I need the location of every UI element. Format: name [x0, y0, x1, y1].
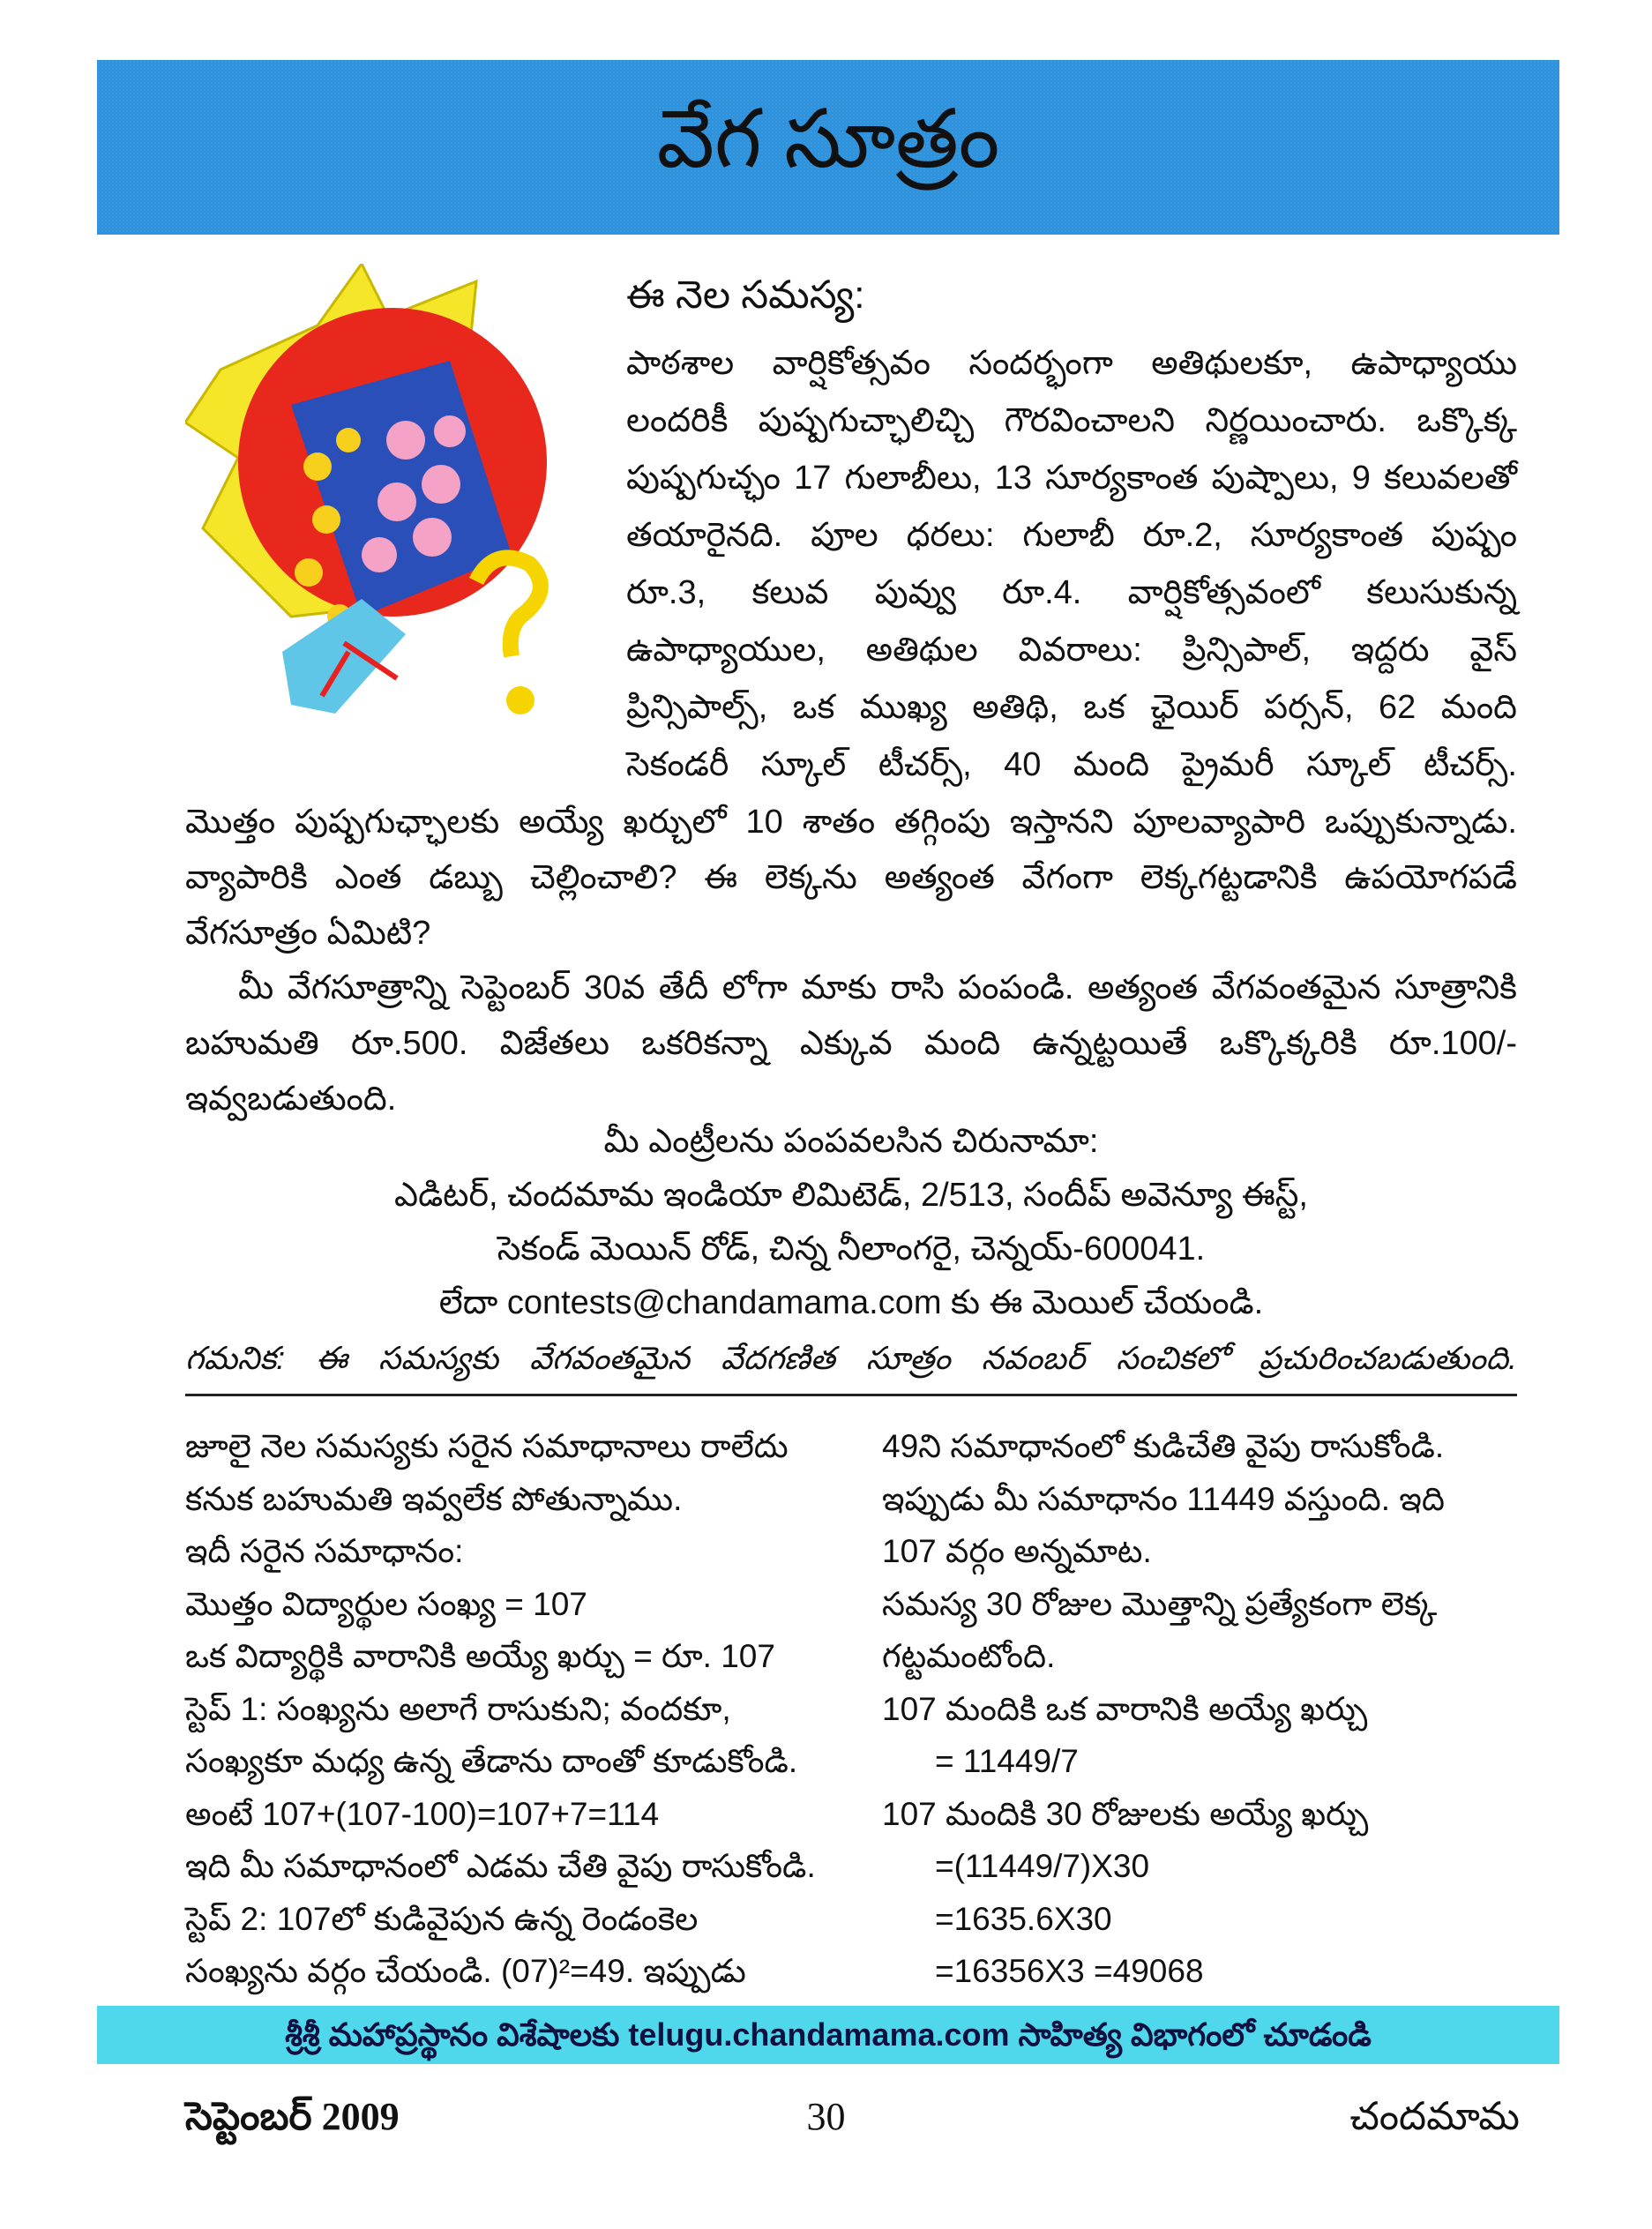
solution-right-column: [882, 1420, 1535, 1998]
solution-equation: =1635.6X30: [935, 1900, 1112, 1937]
flower-bouquet-illustration: [185, 264, 598, 734]
address-line: ఎడిటర్, చందమామ ఇండియా లిమిటెడ్, 2/513, సందీప్ అవెన్యూ ఈస్ట్,: [394, 1177, 1308, 1214]
problem-heading: ఈ నెల సమస్య:: [626, 273, 865, 317]
problem-line: ప్రిన్సిపాల్స్, ఒక ముఖ్య అతిథి, ఒక ఛైయిర్ పర్సన్, 62 మంది: [626, 689, 1517, 726]
solution-equation: = 11449/7: [935, 1743, 1079, 1779]
solution-line: ఇది మీ సమాధానంలో ఎడమ చేతి వైపు రాసుకోండి.: [185, 1848, 816, 1884]
problem-line: రూ.3, కలువ పువ్వు రూ.4. వార్షికోత్సవంలో కలుసుకున్న: [626, 574, 1517, 611]
solution-line: సంఖ్యను వర్గం చేయండి. (07)²=49. ఇప్పుడు: [185, 1953, 746, 1989]
solution-line: గట్టమంటోంది.: [882, 1638, 1056, 1674]
solution-left-column: [185, 1420, 838, 1998]
address-line: సెకండ్ మెయిన్ రోడ్, చిన్న నీలాంగరై, చెన్నయ్-600041.: [497, 1230, 1206, 1268]
footer-magazine-name: చందమామ: [1349, 2095, 1520, 2138]
solution-line: కనుక బహుమతి ఇవ్వలేక పోతున్నాము.: [185, 1480, 683, 1517]
problem-line: పుష్పగుచ్ఛం 17 గులాబీలు, 13 సూర్యకాంత పుష్పాలు, 9 కలువలతో: [626, 460, 1517, 497]
solution-line: 49ని సమాధానంలో కుడిచేతి వైపు రాసుకోండి.: [882, 1428, 1445, 1464]
problem-line: ఉపాధ్యాయుల, అతిథుల వివరాలు: ప్రిన్సిపాల్, ఇద్దరు వైస్: [626, 632, 1517, 669]
solution-line: ఒక విద్యార్థికి వారానికి అయ్యే ఖర్చు = రూ. 107: [185, 1638, 775, 1674]
problem-line: తయారైనది. పూల ధరలు: గులాబీ రూ.2, సూర్యకాంత పుష్పం: [626, 517, 1517, 554]
problem-line: పాఠశాల వార్షికోత్సవం సందర్భంగా అతిథులకూ, ఉపాధ్యాయు: [626, 345, 1517, 382]
solution-line: అంటే 107+(107-100)=107+7=114: [185, 1795, 660, 1832]
note: గమనిక: ఈ సమస్యకు వేగవంతమైన వేదగణిత సూత్రం నవంబర్ సంచికలో ప్రచురించబడుతుంది.: [185, 1340, 1517, 1376]
solution-line: ఇదీ సరైన సమాధానం:: [185, 1533, 464, 1569]
problem-line: సెకండరీ స్కూల్ టీచర్స్, 40 మంది ప్రైమరీ స్కూల్ టీచర్స్.: [626, 746, 1517, 783]
section-divider: [185, 1394, 1517, 1396]
address-label: మీ ఎంట్రీలను పంపవలసిన చిరునామా:: [603, 1123, 1099, 1160]
solution-line: ఇప్పుడు మీ సమాధానం 11449 వస్తుంది. ఇది: [882, 1480, 1445, 1517]
solution-line: 107 మందికి ఒక వారానికి అయ్యే ఖర్చు: [882, 1690, 1368, 1727]
solution-line: స్టెప్ 1: సంఖ్యను అలాగే రాసుకుని; వందకూ,: [185, 1690, 731, 1727]
solution-line: స్టెప్ 2: 107లో కుడివైపున ఉన్న రెండంకెల: [185, 1900, 699, 1937]
solution-line: సంఖ్యకూ మధ్య ఉన్న తేడాను దాంతో కూడుకోండి.: [185, 1743, 798, 1779]
title-banner: [97, 60, 1559, 235]
footer-page-number: 30: [806, 2095, 846, 2138]
email-line: లేదా contests@chandamama.com కు ఈ మెయిల్ చేయండి.: [438, 1284, 1264, 1321]
page-title: వేగ సూత్రం: [656, 94, 1000, 184]
solution-line: 107 వర్గం అన్నమాట.: [882, 1533, 1152, 1569]
solution-line: జూలై నెల సమస్యకు సరైన సమాధానాలు రాలేదు: [185, 1428, 789, 1464]
problem-question: వేగసూత్రం ఏమిటి?: [185, 915, 431, 952]
problem-line: వ్యాపారికి ఎంత డబ్బు చెల్లించాలి? ఈ లెక్కను అత్యంత వేగంగా లెక్కగట్టడానికి ఉపయోగపడే: [185, 859, 1517, 896]
promo-banner: శ్రీశ్రీ మహాప్రస్థానం విశేషాలకు telugu.chandamama.com సాహిత్య విభాగంలో చూడండి: [97, 2006, 1559, 2064]
solution-equation: =16356X3 =49068: [935, 1953, 1204, 1989]
solution-line: మొత్తం విద్యార్థుల సంఖ్య = 107: [185, 1585, 587, 1622]
problem-line: మొత్తం పుష్పగుఛ్ఛాలకు అయ్యే ఖర్చులో 10 శాతం తగ్గింపు ఇస్తానని పూలవ్యాపారి ఒప్పుకున్నాడు.: [185, 804, 1517, 841]
problem-line: లందరికీ పుష్పగుచ్ఛాలిచ్చి గౌరవించాలని నిర్ణయించారు. ఒక్కొక్క: [626, 402, 1517, 439]
footer-issue: సెప్టెంబర్ 2009: [185, 2095, 400, 2138]
prize-line: ఇవ్వబడుతుంది.: [185, 1081, 397, 1118]
prize-line: బహుమతి రూ.500. విజేతలు ఒకరికన్నా ఎక్కువ మంది ఉన్నట్టయితే ఒక్కొక్కరికి రూ.100/-: [185, 1025, 1517, 1062]
prize-line: మీ వేగసూత్రాన్ని సెప్టెంబర్ 30వ తేదీ లోగా మాకు రాసి పంపండి. అత్యంత వేగవంతమైన సూత్రానికి: [238, 969, 1517, 1006]
solution-line: సమస్య 30 రోజుల మొత్తాన్ని ప్రత్యేకంగా లెక్క: [882, 1585, 1438, 1622]
solution-line: 107 మందికి 30 రోజులకు అయ్యే ఖర్చు: [882, 1795, 1369, 1832]
solution-equation: =(11449/7)X30: [935, 1848, 1150, 1884]
